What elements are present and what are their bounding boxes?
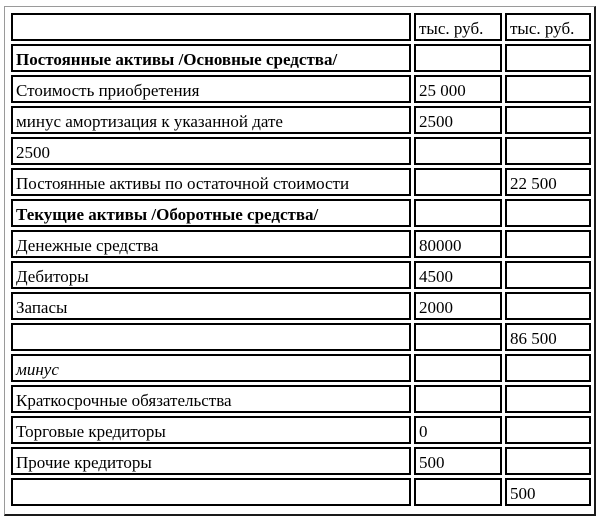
row-label: Торговые кредиторы	[11, 416, 411, 444]
row-label: Прочие кредиторы	[11, 447, 411, 475]
table-row	[11, 106, 591, 134]
amount-cell	[414, 478, 502, 506]
total-cell: 500	[505, 478, 591, 506]
table-row	[11, 478, 591, 506]
header-unit-cell: тыс. руб.	[505, 13, 591, 41]
table-row	[11, 323, 591, 351]
table-row	[11, 354, 591, 382]
header-label-cell	[11, 13, 411, 41]
total-cell: 22 500	[505, 168, 591, 196]
amount-cell: 25 000	[414, 75, 502, 103]
amount-cell	[414, 44, 502, 72]
total-cell: 86 500	[505, 323, 591, 351]
amount-cell: 4500	[414, 261, 502, 289]
table-row	[11, 292, 591, 320]
table-row	[11, 44, 591, 72]
balance-sheet-frame	[4, 6, 596, 516]
table-row	[11, 230, 591, 258]
row-label: Краткосрочные обязательства	[11, 385, 411, 413]
total-cell	[505, 137, 591, 165]
table-row	[11, 75, 591, 103]
total-cell	[505, 354, 591, 382]
amount-cell	[414, 137, 502, 165]
amount-cell	[414, 385, 502, 413]
header-unit-cell: тыс. руб.	[414, 13, 502, 41]
total-cell	[505, 385, 591, 413]
table-row	[11, 199, 591, 227]
amount-cell	[414, 354, 502, 382]
amount-cell: 500	[414, 447, 502, 475]
row-label: Запасы	[11, 292, 411, 320]
row-label	[11, 323, 411, 351]
table-row	[11, 416, 591, 444]
table-row	[11, 168, 591, 196]
total-cell	[505, 44, 591, 72]
total-cell	[505, 106, 591, 134]
row-label: Постоянные активы по остаточной стоимости	[11, 168, 411, 196]
amount-cell: 2500	[414, 106, 502, 134]
row-label: Стоимость приобретения	[11, 75, 411, 103]
row-label-minus: минус	[11, 354, 411, 382]
table-row	[11, 137, 591, 165]
row-label: 2500	[11, 137, 411, 165]
row-label	[11, 478, 411, 506]
total-cell	[505, 199, 591, 227]
balance-sheet-table	[8, 10, 594, 509]
table-row	[11, 447, 591, 475]
row-label: минус амортизация к указанной дате	[11, 106, 411, 134]
amount-cell	[414, 323, 502, 351]
total-cell	[505, 261, 591, 289]
amount-cell: 2000	[414, 292, 502, 320]
total-cell	[505, 230, 591, 258]
section-title-fixed-assets: Постоянные активы /Основные средства/	[11, 44, 411, 72]
table-row	[11, 261, 591, 289]
amount-cell	[414, 168, 502, 196]
row-label: Денежные средства	[11, 230, 411, 258]
total-cell	[505, 75, 591, 103]
table-row	[11, 385, 591, 413]
total-cell	[505, 416, 591, 444]
amount-cell: 0	[414, 416, 502, 444]
amount-cell	[414, 199, 502, 227]
total-cell	[505, 292, 591, 320]
header-row	[11, 13, 591, 41]
amount-cell: 80000	[414, 230, 502, 258]
total-cell	[505, 447, 591, 475]
section-title-current-assets: Текущие активы /Оборотные средства/	[11, 199, 411, 227]
row-label: Дебиторы	[11, 261, 411, 289]
